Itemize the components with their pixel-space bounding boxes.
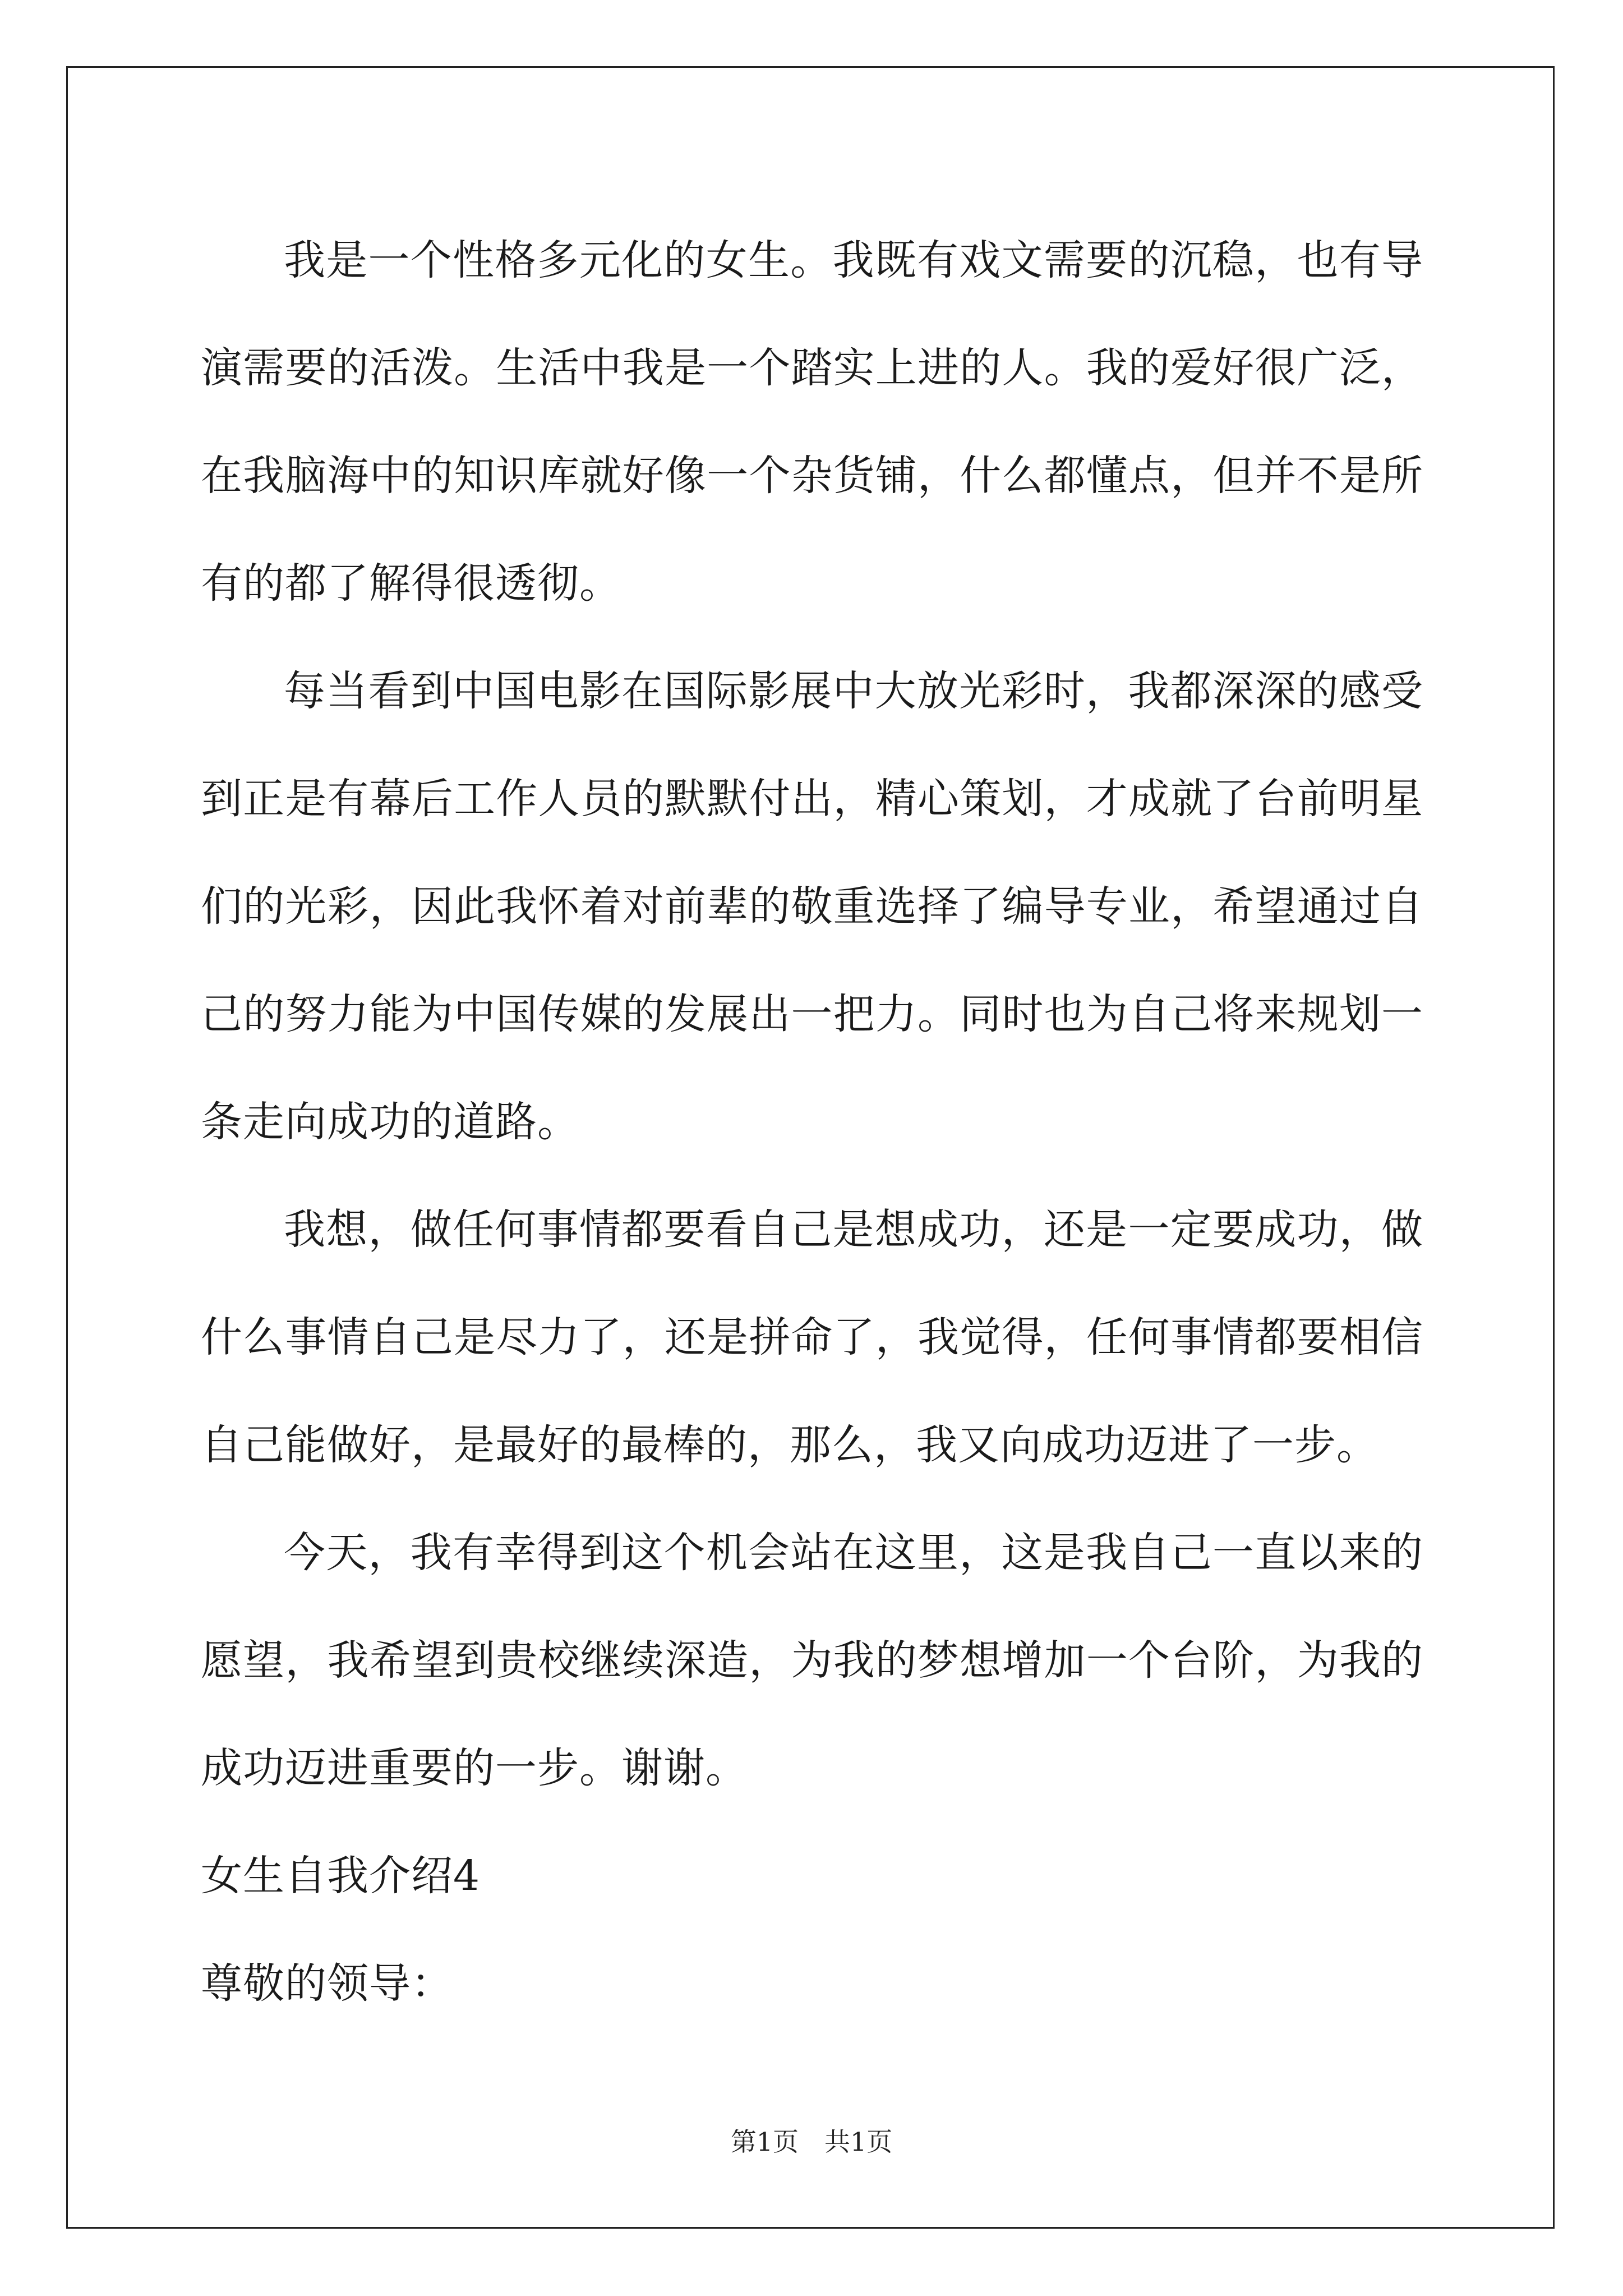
page-footer [0,2125,1623,2159]
document-body [201,206,1423,2037]
page-number: 第1页 [730,2127,799,2157]
salutation: 尊敬的领导： [201,1959,453,2008]
section-title: 女生自我介绍4 [201,1852,481,1900]
paragraph-2: 每当看到中国电影在国际影展中大放光彩时，我都深深的感受到正是有幕后工作人员的默默付出，精心策划，才成就了台前明星们的光彩，因此我怀着对前辈的敬重选择了编导专业，希望通过自己的努力能为中国传媒的发展出一把力。同时也为自己将来规划一条走向成功的道路。 [201,667,1423,1146]
paragraph-1: 我是一个性格多元化的女生。我既有戏文需要的沉稳，也有导演需要的活泼。生活中我是一个踏实上进的人。我的爱好很广泛，在我脑海中的知识库就好像一个杂货铺，什么都懂点，但并不是所有的都了解得很透彻。 [201,236,1423,608]
paragraph-4: 今天，我有幸得到这个机会站在这里，这是我自己一直以来的愿望，我希望到贵校继续深造，为我的梦想增加一个台阶，为我的成功迈进重要的一步。谢谢。 [201,1529,1423,1792]
page-total: 共1页 [824,2127,893,2157]
paragraph-3: 我想，做任何事情都要看自己是想成功，还是一定要成功，做什么事情自己是尽力了，还是拼命了，我觉得，任何事情都要相信自己能做好，是最好的最棒的，那么，我又向成功迈进了一步。 [201,1205,1423,1469]
